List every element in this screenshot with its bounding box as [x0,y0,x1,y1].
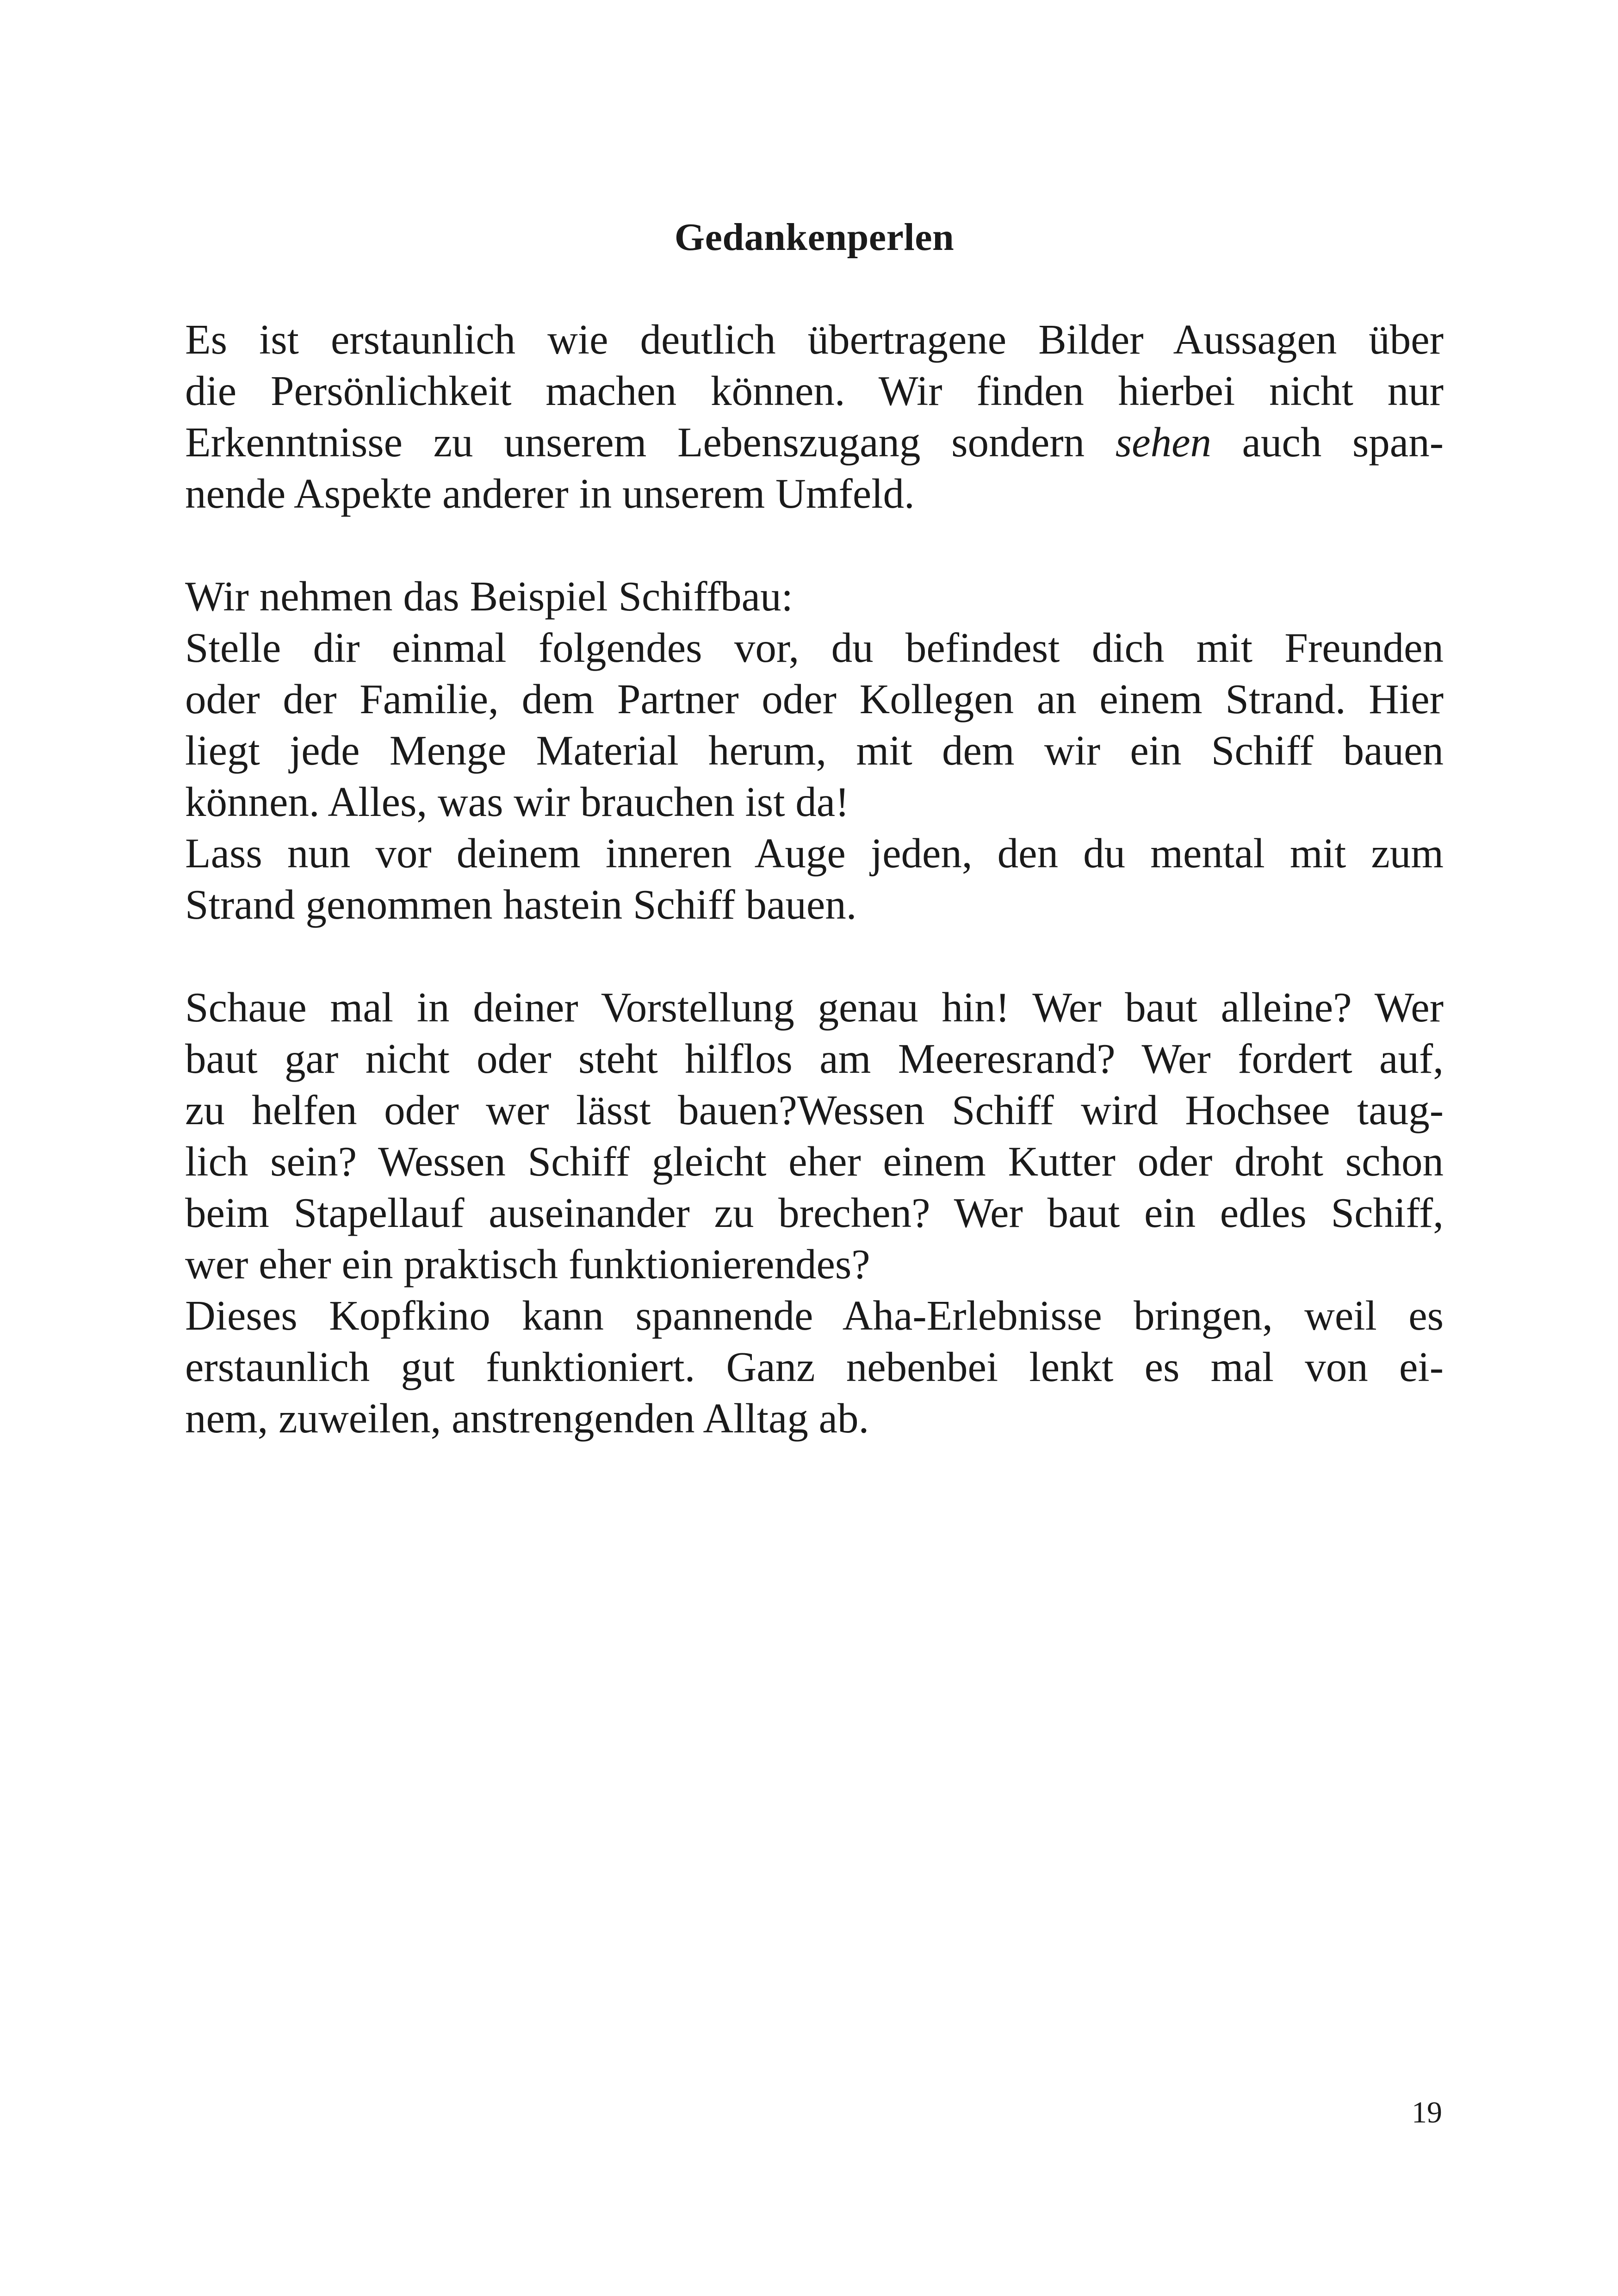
text-line: erstaunlich gut funktioniert. Ganz nebenbei lenkt es mal von ei- [185,1344,1444,1390]
text-line: wer eher ein praktisch funktionierendes? [185,1241,870,1288]
text-line: Wir nehmen das Beispiel Schiffbau: [185,573,793,620]
text-line: die Persönlichkeit machen können. Wir finden hierbei nicht nur [185,367,1444,414]
paragraph-intro [185,314,1444,519]
paragraph-gap [185,930,1444,982]
text-line: Strand genommen hastein Schiff bauen. [185,881,857,928]
text-line [185,417,1444,468]
text-line: Dieses Kopfkino kann spannende Aha-Erlebnisse bringen, weil es [185,1292,1444,1339]
paragraph-gap [185,519,1444,571]
paragraph-example [185,571,1444,930]
text-line: Lass nun vor deinem inneren Auge jeden, den du mental mit zum [185,830,1444,877]
text-line: nem, zuweilen, anstrengenden Alltag ab. [185,1395,869,1442]
text-line: Stelle dir einmal folgendes vor, du befindest dich mit Freunden [185,624,1444,671]
text-line: Schaue mal in deiner Vorstellung genau hin! Wer baut alleine? Wer [185,984,1444,1031]
page-number: 19 [1412,2096,1442,2129]
text-line: können. Alles, was wir brauchen ist da! [185,778,849,825]
emphasized-word: sehen [1115,419,1211,466]
paragraph-reflection [185,982,1444,1444]
text-segment: Erkenntnisse zu unserem Lebenszugang sondern [185,419,1116,466]
text-block [185,212,1444,1444]
text-segment: auch span- [1211,419,1444,466]
text-line: beim Stapellauf auseinander zu brechen? Wer baut ein edles Schiff, [185,1189,1444,1236]
text-line: baut gar nicht oder steht hilflos am Meeresrand? Wer fordert auf, [185,1035,1444,1082]
text-line: Es ist erstaunlich wie deutlich übertragene Bilder Aussagen über [185,316,1444,363]
text-line: nende Aspekte anderer in unserem Umfeld. [185,470,915,517]
text-line: liegt jede Menge Material herum, mit dem wir ein Schiff bauen [185,727,1444,774]
text-line: oder der Familie, dem Partner oder Kollegen an einem Strand. Hier [185,676,1444,722]
text-line: lich sein? Wessen Schiff gleicht eher einem Kutter oder droht schon [185,1138,1444,1185]
page-title: Gedankenperlen [674,216,955,259]
text-line: zu helfen oder wer lässt bauen?Wessen Schiff wird Hochsee taug- [185,1087,1444,1133]
